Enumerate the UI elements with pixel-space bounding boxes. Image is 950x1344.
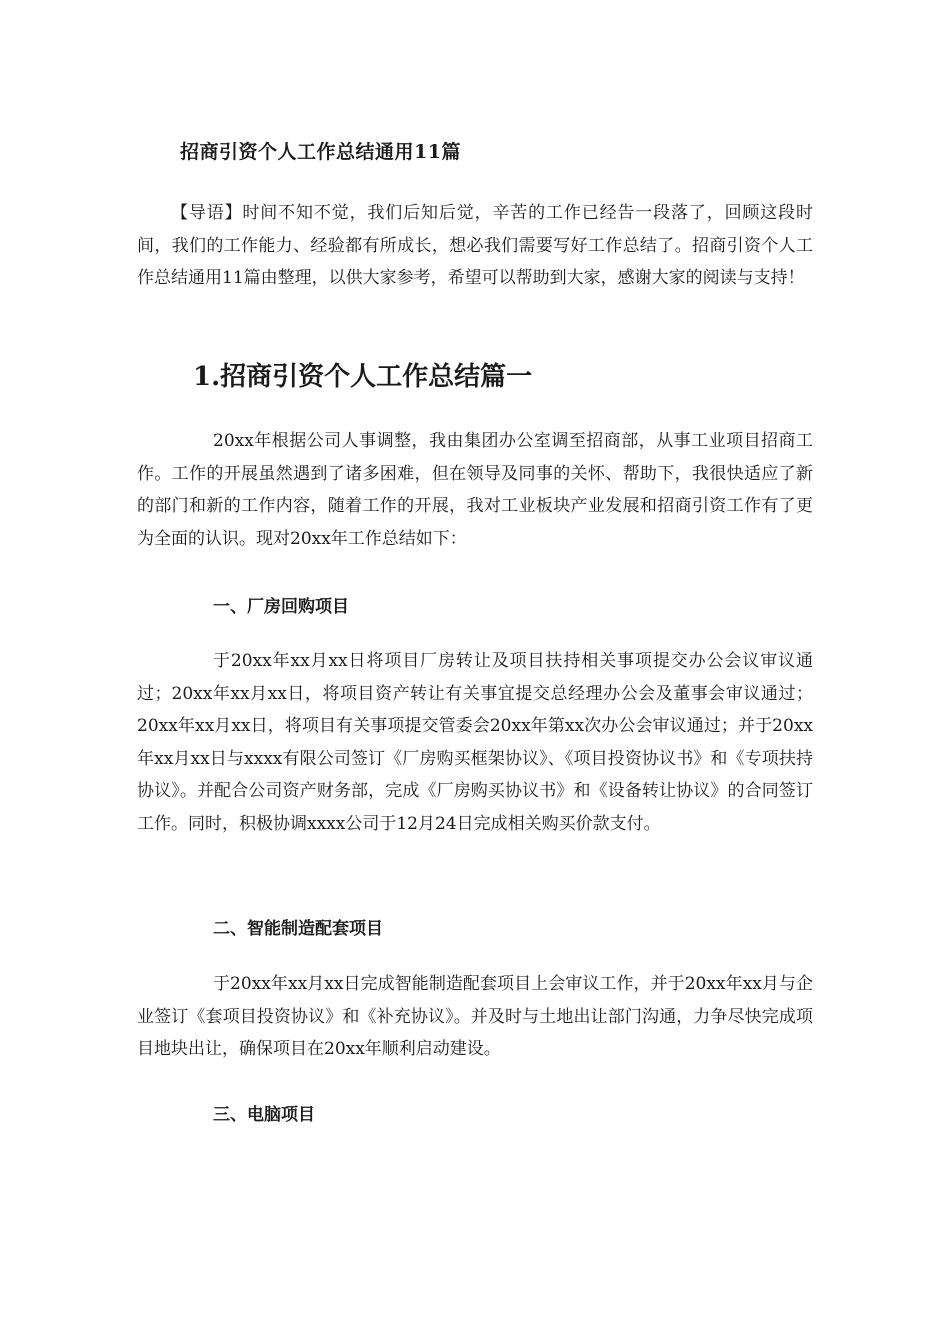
- chapter-1-heading: 1.招商引资个人工作总结篇一: [193, 362, 533, 392]
- section-heading-computer-project: 三、电脑项目: [213, 1105, 315, 1125]
- section-heading-factory-buyback: 一、厂房回购项目: [213, 597, 349, 617]
- chapter-1-opening-paragraph: 20xx年根据公司人事调整，我由集团办公室调至招商部，从事工业项目招商工作。工作的开展虽然遇到了诸多困难，但在领导及同事的关怀、帮助下，我很快适应了新的部门和新的工作内容，随着工作的开展，我对工业板块产业发展和招商引资工作有了更为全面的认识。现对20xx年工作总结如下：: [137, 431, 813, 549]
- section-heading-smart-manufacturing: 二、智能制造配套项目: [213, 919, 383, 939]
- intro-paragraph: 【导语】时间不知不觉，我们后知后觉，辛苦的工作已经告一段落了，回顾这段时间，我们的工作能力、经验都有所成长，想必我们需要写好工作总结了。招商引资个人工作总结通用11篇由整理，以供大家参考，希望可以帮助到大家，感谢大家的阅读与支持！: [137, 203, 813, 288]
- document-title: 招商引资个人工作总结通用11篇: [180, 141, 461, 163]
- section-body-factory-buyback: 于20xx年xx月xx日将项目厂房转让及项目扶持相关事项提交办公会议审议通过；20xx年xx月xx日，将项目资产转让有关事宜提交总经理办公会及董事会审议通过；20xx年xx月xx日，将项目有关事项提交管委会20xx年第xx次办公会审议通过；并于20xx年xx月xx日与xxxx有限公司签订《厂房购买框架协议》、《项目投资协议书》和《专项扶持协议》。并配合公司资产财务部，完成《厂房购买协议书》和《设备转让协议》的合同签订工作。同时，积极协调xxxx公司于12月24日完成相关购买价款支付。: [137, 651, 813, 834]
- section-body-smart-manufacturing: 于20xx年xx月xx日完成智能制造配套项目上会审议工作，并于20xx年xx月与企业签订《套项目投资协议》和《补充协议》。并及时与土地出让部门沟通，力争尽快完成项目地块出让，确保项目在20xx年顺利启动建设。: [137, 974, 813, 1059]
